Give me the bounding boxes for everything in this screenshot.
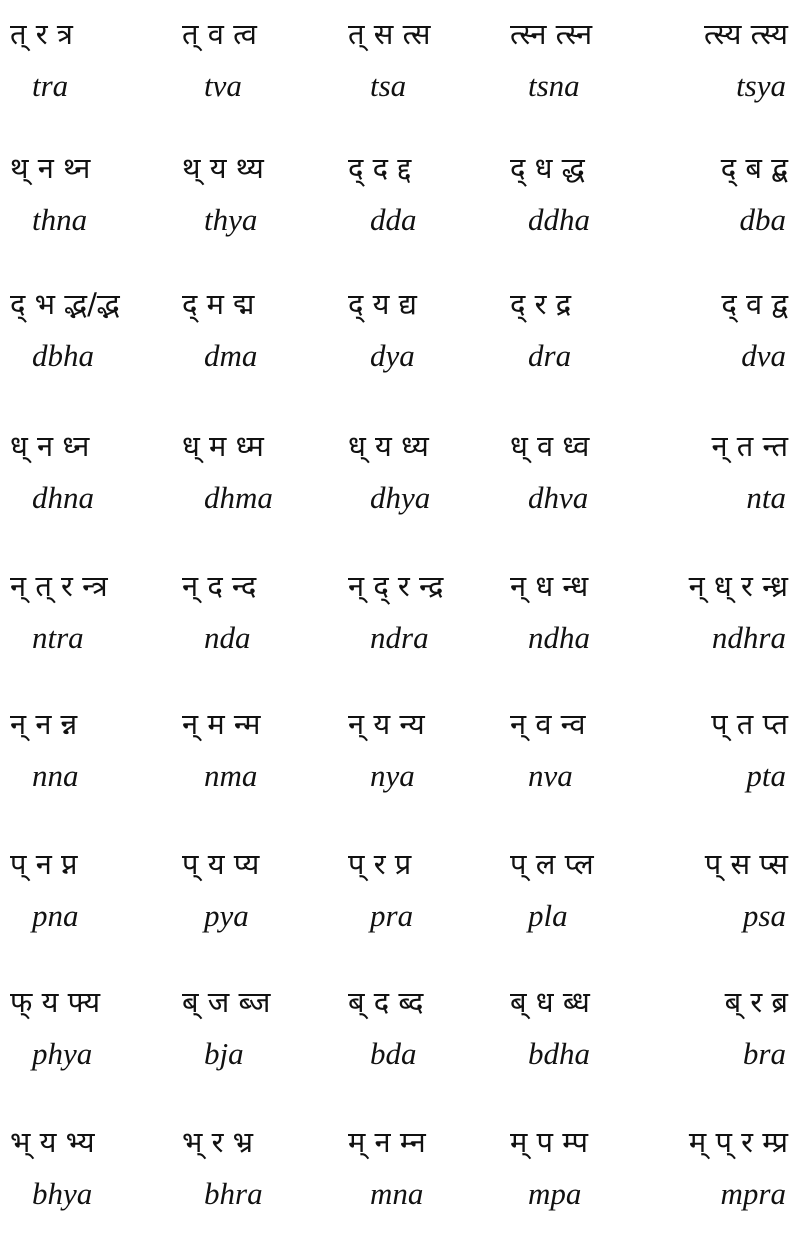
- devanagari-conjunct: प् स प्स: [704, 847, 788, 881]
- devanagari-conjunct: त् र त्र: [10, 17, 73, 51]
- devanagari-conjunct: ध् न ध्न: [10, 429, 90, 463]
- devanagari-conjunct: ब् र ब्र: [724, 985, 788, 1019]
- transliteration: mpa: [528, 1176, 582, 1211]
- transliteration: dra: [528, 338, 572, 373]
- devanagari-conjunct: ध् व ध्व: [510, 429, 590, 463]
- conjunct-cell: [160, 690, 320, 800]
- devanagari-conjunct: त् व त्व: [182, 17, 257, 51]
- devanagari-conjunct: त् स त्स: [348, 17, 431, 51]
- devanagari-conjunct: द् र द्र: [510, 287, 572, 321]
- conjunct-cell: [160, 1108, 320, 1218]
- devanagari-conjunct: ब् ज ब्ज: [182, 985, 271, 1019]
- conjunct-cell: [0, 830, 160, 940]
- conjunct-cell: [160, 412, 320, 522]
- conjunct-cell: [500, 690, 660, 800]
- transliteration: dhma: [204, 480, 273, 515]
- conjunct-cell: [160, 134, 320, 244]
- devanagari-conjunct: द् म द्म: [182, 287, 255, 321]
- conjunct-cell: [0, 1108, 160, 1218]
- transliteration: bja: [204, 1036, 244, 1071]
- transliteration: ntra: [32, 620, 84, 655]
- devanagari-conjunct: ध् म ध्म: [182, 429, 264, 463]
- transliteration: mpra: [720, 1176, 786, 1211]
- devanagari-conjunct: द् य द्य: [348, 287, 417, 321]
- conjunct-cell: [0, 412, 160, 522]
- devanagari-conjunct: प् ल प्ल: [510, 847, 594, 881]
- conjunct-cell: [330, 968, 490, 1078]
- devanagari-conjunct: न् व न्व: [510, 707, 586, 741]
- devanagari-conjunct: न् ध न्ध: [510, 569, 589, 603]
- devanagari-conjunct: ध् य ध्य: [348, 429, 429, 463]
- devanagari-conjunct: म् न म्न: [348, 1125, 426, 1159]
- transliteration: dbha: [32, 338, 94, 373]
- conjunct-cell: [500, 270, 660, 380]
- conjunct-cell: [330, 412, 490, 522]
- transliteration: nma: [204, 758, 258, 793]
- transliteration: bra: [742, 1036, 786, 1071]
- conjunct-cell: [500, 0, 660, 110]
- transliteration: pna: [32, 898, 79, 933]
- conjunct-cell: [0, 552, 160, 662]
- conjunct-cell: [640, 968, 800, 1078]
- conjunct-cell: [500, 552, 660, 662]
- transliteration: ndra: [370, 620, 429, 655]
- conjunct-cell: [500, 134, 660, 244]
- conjunct-cell: [0, 270, 160, 380]
- devanagari-conjunct: न् द् र न्द्र: [348, 569, 444, 603]
- transliteration: psa: [742, 898, 786, 933]
- devanagari-conjunct: ब् ध ब्ध: [510, 985, 590, 1019]
- devanagari-conjunct: द् ब द्ब: [720, 151, 788, 185]
- transliteration: pra: [370, 898, 414, 933]
- conjunct-cell: [500, 1108, 660, 1218]
- transliteration: bda: [370, 1036, 417, 1071]
- conjunct-cell: [640, 1108, 800, 1218]
- transliteration: tsa: [370, 68, 407, 103]
- transliteration: nna: [32, 758, 79, 793]
- devanagari-conjunct: भ् र भ्र: [182, 1125, 254, 1159]
- transliteration: mna: [370, 1176, 424, 1211]
- conjunct-cell: [640, 830, 800, 940]
- devanagari-conjunct: प् त प्त: [711, 707, 788, 741]
- transliteration: tra: [32, 68, 69, 103]
- devanagari-conjunct: न् त न्त: [711, 429, 788, 463]
- transliteration: tsna: [528, 68, 580, 103]
- transliteration: pla: [528, 898, 568, 933]
- devanagari-conjunct: न् ध् र न्ध्र: [688, 569, 788, 603]
- conjunct-cell: [640, 412, 800, 522]
- transliteration: pta: [746, 758, 786, 793]
- devanagari-conjunct: भ् य भ्य: [10, 1125, 95, 1159]
- conjunct-cell: [0, 134, 160, 244]
- transliteration: ddha: [528, 202, 590, 237]
- devanagari-conjunct: न् द न्द: [182, 569, 257, 603]
- transliteration: bdha: [528, 1036, 590, 1071]
- devanagari-conjunct: म् प् र म्प्र: [688, 1125, 788, 1159]
- devanagari-conjunct: ब् द ब्द: [348, 985, 424, 1019]
- transliteration: pya: [204, 898, 249, 933]
- transliteration: bhya: [32, 1176, 93, 1211]
- conjunct-cell: [0, 690, 160, 800]
- conjunct-cell: [330, 552, 490, 662]
- transliteration: nta: [746, 480, 786, 515]
- conjunct-cell: [330, 830, 490, 940]
- conjunct-cell: [640, 270, 800, 380]
- conjunct-cell: [160, 552, 320, 662]
- transliteration: ndhra: [711, 620, 786, 655]
- devanagari-conjunct: त्स्य त्स्य: [704, 17, 788, 51]
- conjunct-cell: [0, 968, 160, 1078]
- conjunct-cell: [160, 270, 320, 380]
- devanagari-conjunct: थ् न थ्न: [10, 151, 91, 185]
- transliteration: dhya: [370, 480, 431, 515]
- transliteration: thna: [32, 202, 88, 237]
- transliteration: dma: [204, 338, 258, 373]
- conjunct-cell: [330, 134, 490, 244]
- transliteration: dya: [370, 338, 415, 373]
- devanagari-conjunct: द् व द्व: [721, 287, 788, 321]
- conjunct-cell: [640, 0, 800, 110]
- conjunct-cell: [160, 968, 320, 1078]
- devanagari-conjunct: प् र प्र: [348, 847, 412, 881]
- devanagari-conjunct: त्स्न त्स्न: [510, 17, 593, 51]
- transliteration: dhna: [32, 480, 94, 515]
- devanagari-conjunct: फ् य फ्य: [10, 985, 101, 1019]
- devanagari-conjunct: न् त् र न्त्र: [10, 569, 108, 603]
- devanagari-conjunct: द् भ द्भ/द्भ: [10, 287, 120, 321]
- transliteration: tva: [204, 68, 242, 103]
- conjunct-cell: [330, 0, 490, 110]
- devanagari-conjunct: न् म न्म: [182, 707, 261, 741]
- transliteration: dba: [739, 202, 786, 237]
- conjunct-cell: [500, 830, 660, 940]
- transliteration: nva: [528, 758, 573, 793]
- conjunct-cell: [330, 270, 490, 380]
- devanagari-conjunct: म् प म्प: [510, 1125, 588, 1159]
- transliteration: nya: [370, 758, 415, 793]
- transliteration: phya: [32, 1036, 93, 1071]
- devanagari-conjunct: प् य प्य: [182, 847, 260, 881]
- devanagari-conjunct: थ् य थ्य: [182, 151, 264, 185]
- transliteration: ndha: [528, 620, 590, 655]
- transliteration: dva: [741, 338, 786, 373]
- devanagari-conjunct: न् न न्न: [10, 707, 78, 741]
- conjunct-cell: [160, 830, 320, 940]
- devanagari-conjunct: न् य न्य: [348, 707, 425, 741]
- conjunct-cell: [640, 690, 800, 800]
- conjunct-cell: [500, 412, 660, 522]
- conjunct-cell: [500, 968, 660, 1078]
- devanagari-conjunct: प् न प्न: [10, 847, 78, 881]
- conjunct-cell: [640, 552, 800, 662]
- transliteration: bhra: [204, 1176, 263, 1211]
- transliteration: dda: [370, 202, 417, 237]
- conjunct-cell: [0, 0, 160, 110]
- transliteration: dhva: [528, 480, 589, 515]
- conjunct-cell: [160, 0, 320, 110]
- transliteration: tsya: [736, 68, 786, 103]
- devanagari-conjunct: द् द द्द: [348, 151, 412, 185]
- conjunct-cell: [640, 134, 800, 244]
- transliteration: thya: [204, 202, 258, 237]
- conjunct-cell: [330, 1108, 490, 1218]
- conjunct-cell: [330, 690, 490, 800]
- devanagari-conjunct: द् ध द्ध: [510, 151, 585, 185]
- transliteration: nda: [204, 620, 251, 655]
